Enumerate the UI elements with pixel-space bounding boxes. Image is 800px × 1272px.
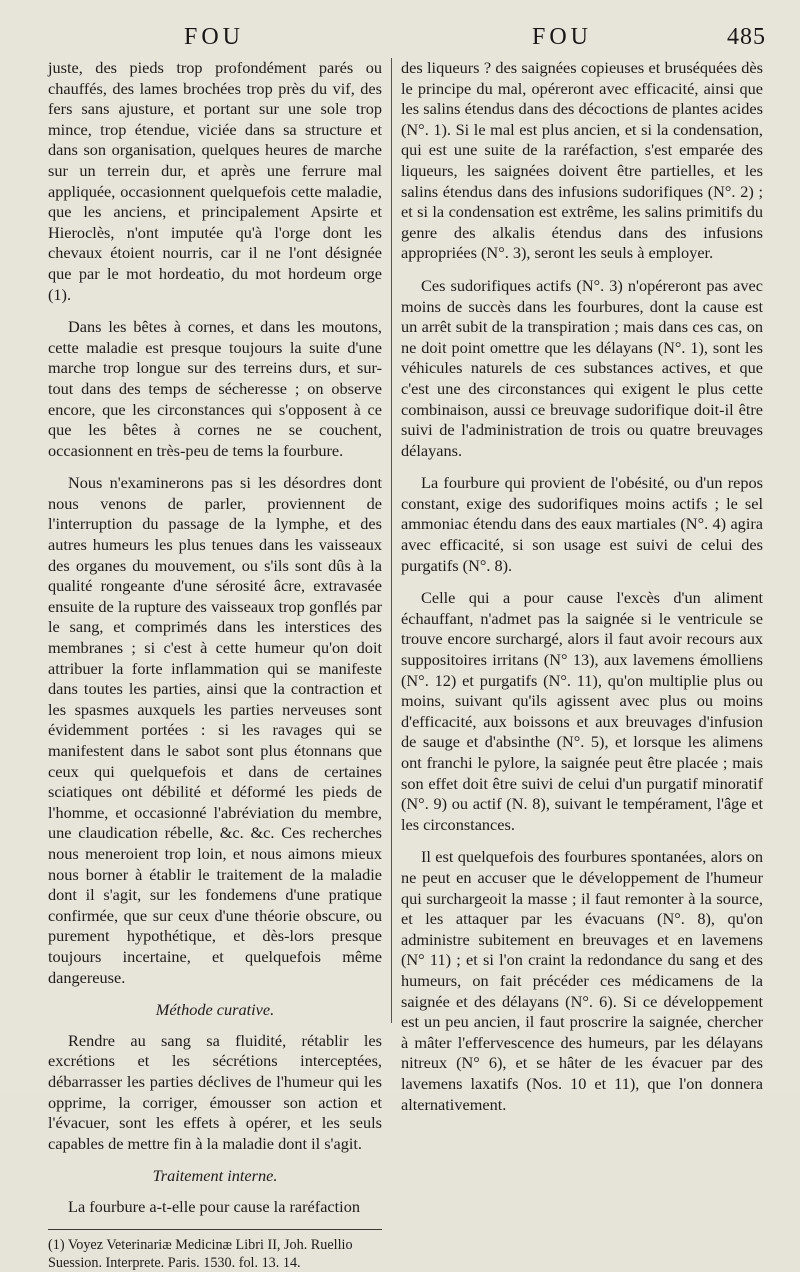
page-number: 485 xyxy=(727,24,766,50)
column-rule xyxy=(391,58,392,1023)
running-head-right: FOU xyxy=(532,24,593,50)
footnote: (1) Voyez Veterinariæ Medicinæ Libri II, Joh. Ruellio Suession. Interprete. Paris. 1530. fol. 13. 14. xyxy=(48,1237,353,1272)
paragraph: Rendre au sang sa fluidité, rétablir les excrétions et les sécrétions interceptées, débarrasser les parties déclives de l'humeur qui les opprime, la corriger, émousser son action et l'évacuer, sont les effets à opérer, et les seuls capables de mettre fin à la maladie dont il s'agit. xyxy=(48,1030,382,1153)
paragraph: Ces sudorifiques actifs (N°. 3) n'opéreront pas avec moins de succès dans les fourbures, dont la cause est un arrêt subit de la transpiration ; mais dans ces cas, on ne doit point omettre que les délayans (N°. 1), sont les véhicules naturels de ces substances actives, et que c'est une des circonstances qui exigent le plus cette combinaison, aussi ce breuvage sudorifique doit-il être suivi de l'administration de trois ou quatre breuvages délayans. xyxy=(401,275,763,460)
paragraph: juste, des pieds trop profondément parés ou chauffés, des lames brochées trop près du vif, des fers sans ajusture, et portant sur une sole trop mince, trop étendue, viciée dans sa structure et dans son organisation, quelques heures de marche sur un terrein dur, et après une ferrure mal appliquée, occasionnent quelquefois cette maladie, que les anciens, et principalement Apsirte et Hieroclès, n'ont imputée qu'à l'orge dont les chevaux étoient nourris, car il ne l'ont désignée que par le mot hordeatio, du mot hordeum orge (1). xyxy=(48,58,382,304)
running-header xyxy=(0,24,800,60)
section-heading: Traitement interne. xyxy=(152,1166,278,1186)
section-heading: Méthode curative. xyxy=(155,1000,275,1020)
paragraph: des liqueurs ? des saignées copieuses et bruséquées dès le principe du mal, opéreront avec efficacité, ainsi que les salins étendus dans des décoctions de plantes acides (N°. 1). Si le mal est plus ancien, et si la condensation, qui est une suite de la raréfaction, s'est emparée des liqueurs, les saignées doivent être partielles, et les salins étendus dans des infusions sudorifiques (N°. 2) ; et si la condensation est extrême, les salins primitifs du genre des alkalis étendus dans des infusions appropriées (N°. 3), seront les seuls à employer. xyxy=(401,58,763,263)
footnote-divider xyxy=(48,1229,382,1230)
paragraph: La fourbure a-t-elle pour cause la raréfaction xyxy=(68,1196,360,1216)
running-head-left: FOU xyxy=(184,24,245,50)
paragraph: Dans les bêtes à cornes, et dans les moutons, cette maladie est presque toujours la suite d'une marche trop longue sur des terreins durs, et sur-tout dans des temps de sécheresse ; on observe encore, que les circonstances qui s'opposent à ce que les bêtes à cornes ne se couchent, occasionnent en très-peu de tems la fourbure. xyxy=(48,317,382,460)
paragraph: Il est quelquefois des fourbures spontanées, alors on ne peut en accuser que le développement de l'humeur qui surchargeoit la masse ; il faut remonter à la source, et les attaquer par les évacuans (N°. 8), qu'on administre subitement en breuvages et en lavemens (N° 11) ; et si l'on craint la redondance du sang et des humeurs, on fait précéder ces médicamens de la saignée et des délayans (N°. 6). Si ce développement est un peu ancien, il faut proscrire la saignée, chercher à mâter l'effervescence des humeurs, par les délayans nitreux (N° 6), et se hâter de les évacuer par des lavemens laxatifs (Nos. 10 et 11), que l'on donnera alternativement. xyxy=(401,847,763,1114)
right-column xyxy=(401,58,763,1127)
paragraph: Nous n'examinerons pas si les désordres dont nous venons de parler, proviennent de l'interruption du passage de la lymphe, et des autres humeurs les plus tenues dans les vaisseaux des organes du mouvement, ou s'ils sont dûs à la qualité rongeante d'une sérosité âcre, extravasée ensuite de la rupture des vaisseaux trop gonflés par le sang, et comprimés dans les interstices des membranes ; si c'est à cette humeur qu'on doit attribuer la forte inflammation qui se manifeste dans toutes les parties, ainsi que la contraction et les spasmes auxquels les parties nerveuses sont évidemment portées : si les ravages qui se manifestent dans le sabot sont plus étonnans que ceux qui quelquefois et dans de certaines sciatiques ont débilité et déformé les pieds de l'homme, et occasionné l'abréviation du membre, une claudication rébelle, &c. &c. Ces recherches nous meneroient trop loin, et nous aimons mieux nous borner à établir le traitement de la maladie dont il s'agit, sur les fondemens d'une pratique confirmée, que sur ceux d'une théorie obscure, ou purement hypothétique, et dès-lors presque toujours incertaine, et quelquefois même dangereuse. xyxy=(48,473,382,987)
paragraph: Celle qui a pour cause l'excès d'un aliment échauffant, n'admet pas la saignée si le ventricule se trouve encore surchargé, alors il faut avoir recours aux suppositoires irritans (N° 13), aux lavemens émolliens (N°. 12) et purgatifs (N°. 11), qu'on multiplie plus ou moins, suivant qu'ils agissent avec plus ou moins d'efficacité, aux boissons et aux breuvages d'infusion de sauge et d'absinthe (N°. 5), et lorsque les alimens ont franchi le pylore, la saignée peut être placée ; mais son effet doit être suivi de celui d'un purgatif minoratif (N°. 9) ou actif (N. 8), suivant le tempérament, l'âge et les circonstances. xyxy=(401,588,763,834)
left-column xyxy=(48,58,382,1272)
paragraph: La fourbure qui provient de l'obésité, ou d'un repos constant, exige des sudorifiques moins actifs ; le sel ammoniac étendu dans des eaux martiales (N°. 4) agira avec efficacité, si son usage est suivi de celui des purgatifs (N°. 8). xyxy=(401,473,763,575)
